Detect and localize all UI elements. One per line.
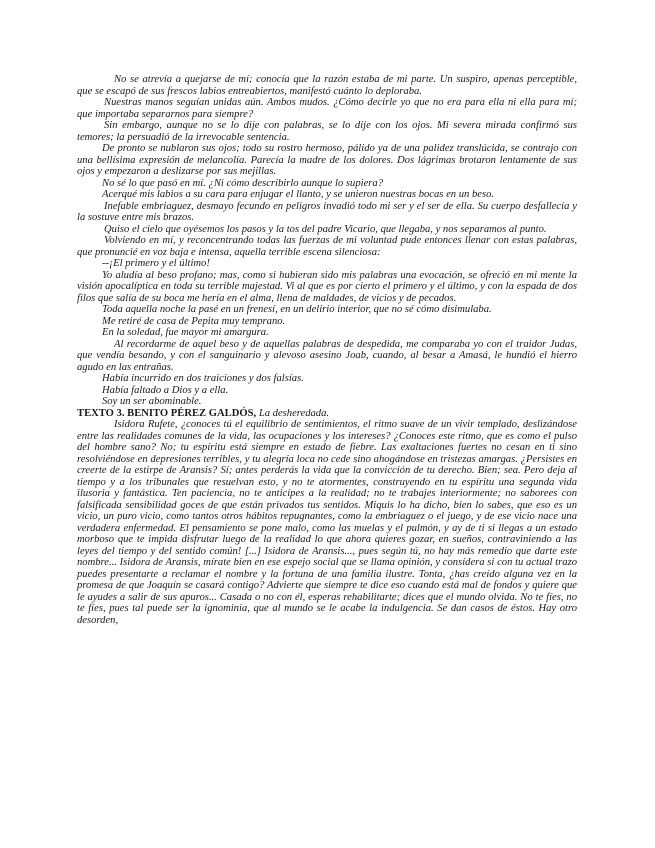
paragraph: Toda aquella noche la pasé en un frenesí, en un delirio interior, que no sé cómo disimulaba. [102, 304, 492, 315]
heading-title: La desheredada. [258, 407, 330, 419]
paragraph: En la soledad, fue mayor mi amargura. [102, 327, 269, 338]
section-text-2 [77, 74, 577, 408]
paragraph: No sé lo que pasó en mí. ¿Ni cómo describirlo aunque lo supiera? [102, 177, 384, 189]
paragraph: Yo aludía al beso profano; mas, como si hubieran sido mis palabras una evocación, se ofreció en mi mente la visión apocalíptica en toda su terrible majestad. Vi al que es por cierto el primero y el último, y con la espada de dos filos que salía de su boca me hería en el alma, llena de maldades, de vicios y de pecados. [77, 269, 577, 304]
heading-author: TEXTO 3. BENITO PÉREZ GALDÓS, [77, 407, 257, 419]
paragraph: Isidora Rufete, ¿conoces tú el equilibrio de sentimientos, el ritmo suave de un vivir templado, deslizándose entre las realidades comunes de la vida, las ocupaciones y los intereses? ¿Conoces este ritmo, que es como el pulso del hombre sano? No; tu espíritu está siempre en estado de fiebre. Las exaltaciones fuertes no cesan en ti sino resolviéndose en depresiones terribles, y tu alegría loca no cede sino ahogándose en tristezas amargas. ¿Persistes en creerte de la estirpe de Aransis? Sí; antes perderás la vida que la convicción de tu derecho. Bien; sea. Pero deja al tiempo y a los tribunales que resuelvan esto, y no te atormentes, construyendo en tu espíritu una segunda vida ilusoria y fantástica. Ten paciencia, no te anticipes a la realidad; no te trabajes interiormente; no saborees con falsificada sensibilidad goces de que están privados tus sentidos. Miquis lo ha dicho, bien lo sabes, que eso es un vicio, un puro vicio, como tantos otros hábitos repugnantes, como la embriaguez o el juego, y de ese vicio nace una verdadera enfermedad. El pensamiento se pone malo, como las muelas y el pulmón, y ay de ti si llegas a un estado morboso que te impida disfrutar luego de la realidad lo que ahora quieres gozar, en sueños, contraviniendo a las leyes del tiempo y del sentido común! [...] Isidora de Aransis..., pues según tú, no hay más remedio que darte este nombre... Isidora de Aransis, mírate bien en ese espejo social que se llama opinión, y considera si con tu actual trazo puedes presentarte a reclamar el nombre y la fortuna de una familia ilustre. Tonta, ¿has creído alguna vez en la promesa de que Joaquín se casará contigo? Advierte que siempre te dice eso cuando está mal de fondos y quiere que le ayudes a salir de sus apuros... Casada o no con él, esperas rehabilitarte; dices que el mundo olvida. No te fíes, no te fíes, pues tal puede ser la ignominia, que al mundo se le acabe la indulgencia. Se dan casos de éstos. Hay otro desorden, [77, 419, 577, 626]
paragraph: Soy un ser abominable. [102, 396, 202, 407]
paragraph: Había faltado a Dios y a ella. [102, 384, 229, 396]
section-text-3 [77, 419, 577, 626]
paragraph: Nuestras manos seguían unidas aún. Ambos mudos. ¿Cómo decirle yo que no era para ella ni ella para mí; que importaba separarnos para siempre? [77, 97, 577, 120]
document-page [77, 74, 577, 626]
section-heading [77, 408, 577, 420]
paragraph: No se atrevía a quejarse de mí; conocía que la razón estaba de mi parte. Un suspiro, apenas perceptible, que se escapó de sus frescos labios entreabiertos, manifestó cuánto lo deploraba. [77, 74, 577, 97]
paragraph: --¡El primero y el último! [102, 258, 210, 269]
paragraph: Volviendo en mí, y reconcentrando todas las fuerzas de mi voluntad pude entonces llenar con estas palabras, que pronuncié en voz baja e intensa, aquella terrible escena silenciosa: [77, 235, 577, 258]
paragraph: Inefable embriaguez, desmayo fecundo en peligros invadió todo mi ser y el ser de ella. Su cuerpo desfallecía y la sostuve entre mis brazos. [77, 200, 577, 223]
paragraph: De pronto se nublaron sus ojos; todo su rostro hermoso, pálido ya de una palidez translúcida, se contrajo con una bellísima expresión de melancolía. Parecía la madre de los dolores. Dos lágrimas brotaron lentamente de sus ojos y empezaron a deslizarse por sus mejillas. [77, 143, 577, 177]
paragraph: Acerqué mis labios a su cara para enjugar el llanto, y se unieron nuestras bocas en un beso. [102, 189, 495, 200]
paragraph: Al recordarme de aquel beso y de aquellas palabras de despedida, me comparaba yo con el traidor Judas, que vendía besando, y con el sanguinario y alevoso asesino Joab, cuando, al besar a Amasá, le hundió el hierro agudo en las entrañas. [77, 338, 577, 373]
paragraph: Me retiré de casa de Pepita muy temprano. [102, 315, 286, 327]
paragraph: Sin embargo, aunque no se lo dije con palabras, se lo dije con los ojos. Mi severa mirada confirmó sus temores; la persuadió de la irrevocable sentencia. [77, 120, 577, 143]
paragraph: Quiso el cielo que oyésemos los pasos y la tos del padre Vicario, que llegaba, y nos separamos al punto. [104, 223, 547, 235]
paragraph: Había incurrido en dos traiciones y dos falsías. [102, 373, 304, 384]
